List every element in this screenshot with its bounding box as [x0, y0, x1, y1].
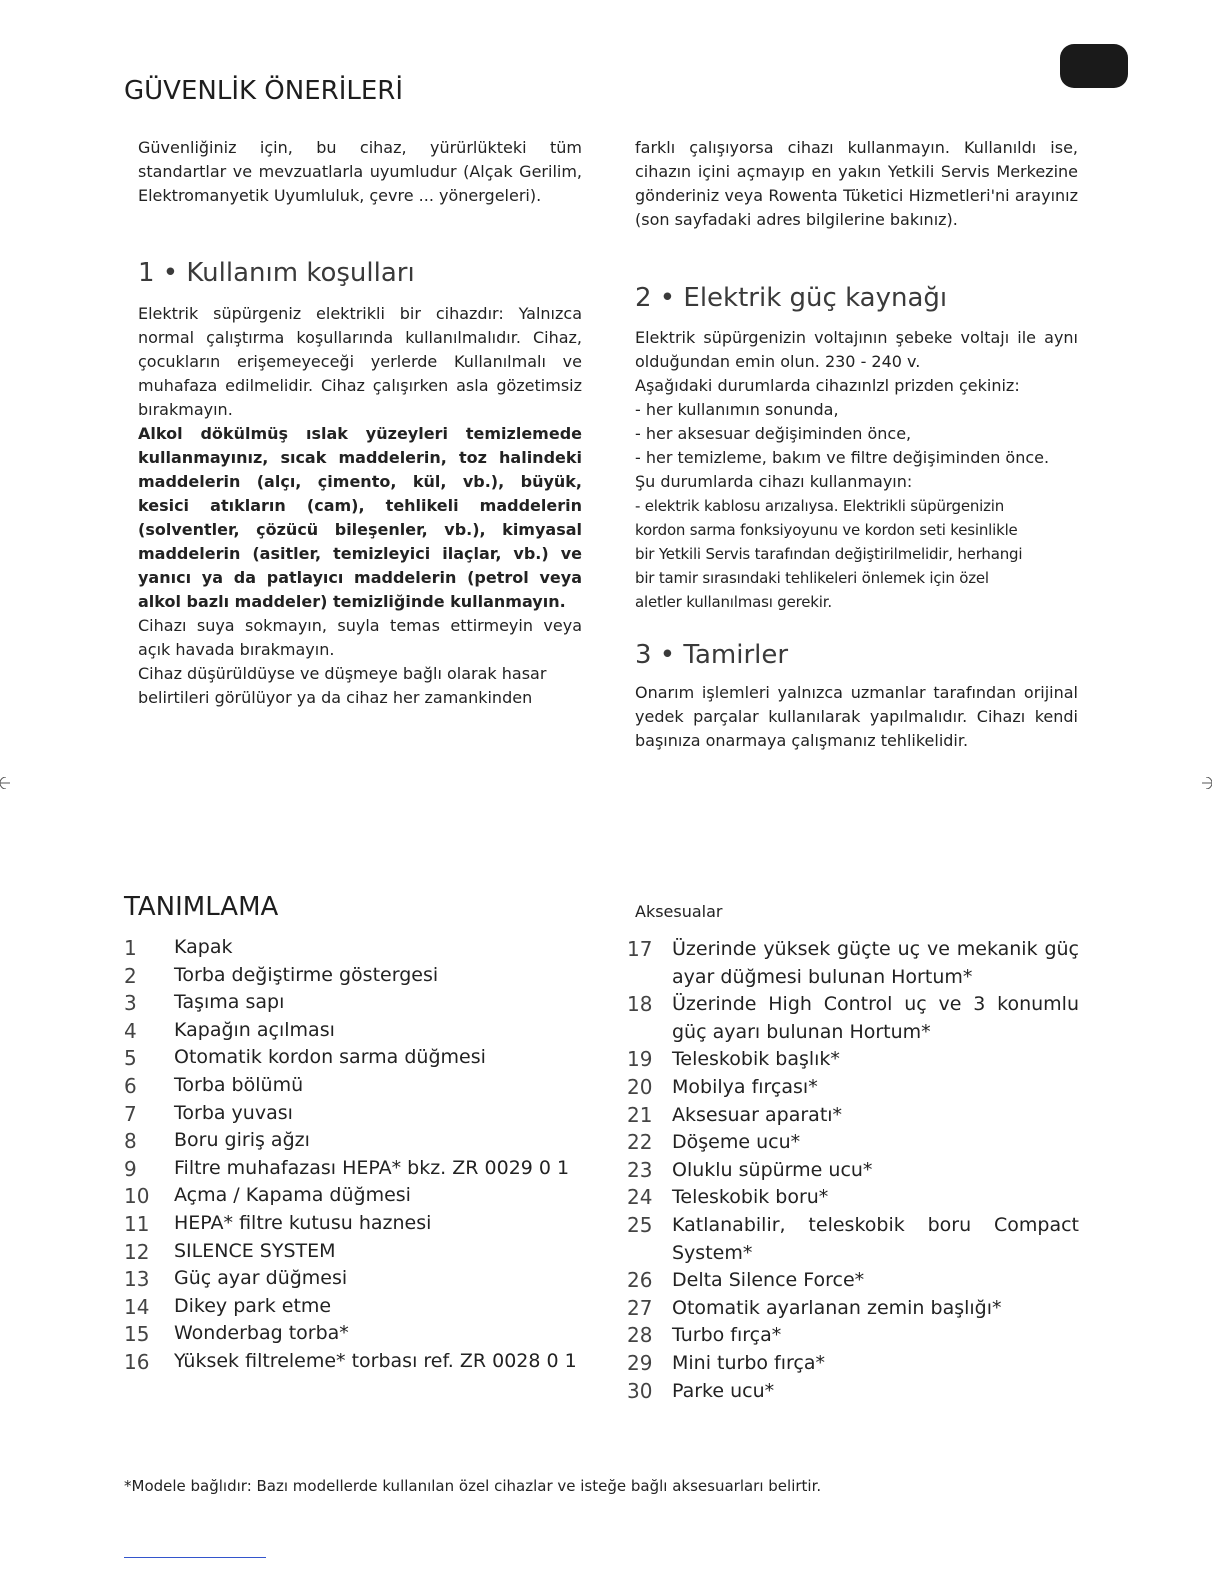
- item-number: 22: [627, 1130, 653, 1155]
- list-item: [124, 1046, 584, 1074]
- footer-rule: [124, 1557, 266, 1558]
- list-item: [124, 991, 584, 1019]
- item-number: 21: [627, 1102, 653, 1127]
- section-1-warning: Alkol dökülmüş ıslak yüzeyleri temizlemede kullanmayınız, sıcak maddelerin, toz halindeki maddelerin (alçı, çimento, kül, vb.), büyük, kesici atıkların (cam), tehlikeli maddelerin (solventler, çözücü bileşenler, vb.), kimyasal maddelerin (asitler, temizleyici ilaçlar, vb.) ve yanıcı ya da patlayıcı maddelerin (petrol veya alkol bazlı maddeler) temizliğinde kullanmayın.: [138, 424, 582, 611]
- item-text: Yüksek filtreleme* torbası ref. ZR 0028 0 1: [174, 1349, 577, 1372]
- item-number: 13: [124, 1267, 150, 1292]
- section-2-line: aletler kullanılması gerekir.: [635, 593, 832, 611]
- item-number: 2: [124, 963, 137, 988]
- section-2-line: - elektrik kablosu arızalıysa. Elektrikli süpürgenizin: [635, 497, 1005, 515]
- item-number: 14: [124, 1294, 150, 1319]
- item-text: Kapağın açılması: [174, 1018, 335, 1041]
- item-text: Kapak: [174, 936, 233, 958]
- list-item: [627, 1102, 1079, 1130]
- list-item: [627, 1046, 1079, 1074]
- section-1-title: 1 • Kullanım koşulları: [138, 258, 415, 288]
- tanimlama-list: [124, 936, 584, 1378]
- item-text: Üzerinde High Control uç ve 3 konumlu güç ayarı bulunan Hortum*: [672, 993, 1079, 1043]
- list-item: [627, 1322, 1079, 1350]
- section-1-paragraph-4: Cihaz düşürüldüyse ve düşmeye bağlı olarak hasar belirtileri görülüyor ya da cihaz her zamankinden: [138, 664, 547, 707]
- list-item: [627, 1295, 1079, 1323]
- list-item: [124, 1129, 584, 1157]
- list-item: [124, 1295, 584, 1323]
- list-item: [627, 1212, 1079, 1267]
- item-text: Filtre muhafazası HEPA* bkz. ZR 0029 0 1: [174, 1156, 570, 1179]
- section-2-line: - her aksesuar değişiminden önce,: [635, 424, 912, 443]
- page-title: GÜVENLİK ÖNERİLERİ: [124, 76, 404, 106]
- list-item: [627, 1267, 1079, 1295]
- intro-paragraph: [138, 136, 582, 208]
- item-text: Mobilya fırçası*: [672, 1075, 818, 1098]
- section-2-line: Aşağıdaki durumlarda cihazınlzl prizden çekiniz:: [635, 376, 1020, 395]
- item-number: 12: [124, 1239, 150, 1264]
- item-number: 8: [124, 1129, 137, 1154]
- list-item: [124, 1212, 584, 1240]
- list-item: [627, 1350, 1079, 1378]
- section-2-line: Şu durumlarda cihazı kullanmayın:: [635, 472, 913, 491]
- list-item: [124, 1322, 584, 1350]
- item-text: SILENCE SYSTEM: [174, 1239, 336, 1262]
- list-item: [627, 1184, 1079, 1212]
- item-text: Üzerinde yüksek güçte uç ve mekanik güç ayar düğmesi bulunan Hortum*: [672, 938, 1079, 988]
- list-item: [627, 1157, 1079, 1185]
- item-text: Otomatik kordon sarma düğmesi: [174, 1046, 486, 1069]
- item-text: Mini turbo fırça*: [672, 1351, 826, 1374]
- item-text: Taşıma sapı: [174, 991, 285, 1014]
- item-text: Delta Silence Force*: [672, 1269, 865, 1292]
- list-item: [627, 991, 1079, 1046]
- section-2-body: [635, 326, 1078, 374]
- section-3-title: 3 • Tamirler: [635, 640, 789, 670]
- right-top-text: farklı çalışıyorsa cihazı kullanmayın. Kullanıldı ise, cihazın içini açmayıp en yakın Yetkili Servis Merkezine gönderiniz veya Rowenta Tüketici Hizmetleri'ni arayınız (son sayfadaki adres bilgilerine bakınız).: [635, 138, 1078, 229]
- item-text: Güç ayar düğmesi: [174, 1267, 348, 1290]
- list-item: [124, 1240, 584, 1268]
- registration-mark-right: [1200, 777, 1212, 789]
- section-3-body: [635, 681, 1078, 753]
- section-1-body: [138, 302, 582, 710]
- item-number: 1: [124, 936, 137, 960]
- item-number: 24: [627, 1185, 653, 1210]
- section-2-line: bir tamir sırasındaki tehlikeleri önlemek için özel: [635, 569, 989, 587]
- item-text: Wonderbag torba*: [174, 1322, 349, 1345]
- item-text: Dikey park etme: [174, 1294, 332, 1317]
- section-2-line: - her kullanımın sonunda,: [635, 400, 839, 419]
- intro-text: Güvenliğiniz için, bu cihaz, yürürlükteki tüm standartlar ve mevzuatlarla uyumludur (Alçak Gerilim, Elektromanyetik Uyumluluk, çevre ... yönergeleri).: [138, 138, 582, 205]
- footnote: *Modele bağlıdır: Bazı modellerde kullanılan özel cihazlar ve isteğe bağlı aksesuarları belirtir.: [124, 1477, 822, 1495]
- section-2-paragraph-1: Elektrik süpürgenizin voltajının şebeke voltajı ile aynı olduğundan emin olun. 230 - 240 v.: [635, 328, 1078, 371]
- item-number: 9: [124, 1156, 137, 1181]
- item-text: Döşeme ucu*: [672, 1131, 801, 1154]
- section-1-paragraph-3: Cihazı suya sokmayın, suyla temas ettirmeyin veya açık havada bırakmayın.: [138, 616, 582, 659]
- item-text: Oluklu süpürme ucu*: [672, 1158, 873, 1181]
- item-text: Otomatik ayarlanan zemin başlığı*: [672, 1296, 1002, 1319]
- item-text: Boru giriş ağzı: [174, 1129, 310, 1152]
- item-text: Katlanabilir, teleskobik boru Compact System*: [672, 1213, 1079, 1264]
- list-item: [124, 1019, 584, 1047]
- section-3-paragraph-1: Onarım işlemleri yalnızca uzmanlar tarafından orijinal yedek parçalar kullanılarak yapılmalıdır. Cihazı kendi başınıza onarmaya çalışmanız tehlikelidir.: [635, 683, 1078, 750]
- item-number: 6: [124, 1073, 137, 1098]
- item-text: Turbo fırça*: [672, 1324, 782, 1347]
- page-tab-marker: [1060, 44, 1128, 88]
- item-number: 27: [627, 1295, 653, 1320]
- section-1-paragraph-1: Elektrik süpürgeniz elektrikli bir cihazdır: Yalnızca normal çalıştırma koşullarında kullanılmalıdır. Cihaz, çocukların erişemeyeceği yerlerde Kullanılmalı ve muhafaza edilmelidir. Cihaz çalışırken asla gözetimsiz bırakmayın.: [138, 304, 582, 419]
- item-text: Teleskobik boru*: [672, 1186, 829, 1209]
- list-item: [627, 936, 1079, 991]
- item-number: 5: [124, 1046, 137, 1071]
- section-2-line: kordon sarma fonksiyoyunu ve kordon seti kesinlikle: [635, 521, 1018, 539]
- item-text: Aksesuar aparatı*: [672, 1103, 843, 1126]
- item-number: 18: [627, 992, 653, 1017]
- item-number: 29: [627, 1350, 653, 1375]
- item-text: Torba yuvası: [174, 1101, 293, 1124]
- section-2-line: bir Yetkili Servis tarafından değiştirilmelidir, herhangi: [635, 545, 1023, 563]
- section-2-lines: [635, 374, 1078, 614]
- item-number: 20: [627, 1074, 653, 1099]
- item-number: 19: [627, 1047, 653, 1072]
- list-item: [124, 964, 584, 992]
- aksesuar-list: [627, 936, 1079, 1405]
- list-item: [124, 1350, 584, 1378]
- item-text: Açma / Kapama düğmesi: [174, 1184, 411, 1207]
- list-item: [627, 1074, 1079, 1102]
- item-text: Torba değiştirme göstergesi: [174, 963, 439, 986]
- list-item: [124, 1267, 584, 1295]
- item-number: 28: [627, 1323, 653, 1348]
- item-number: 30: [627, 1378, 653, 1403]
- item-text: HEPA* filtre kutusu haznesi: [174, 1211, 432, 1234]
- item-text: Teleskobik başlık*: [672, 1048, 840, 1071]
- section-2-title: 2 • Elektrik güç kaynağı: [635, 283, 948, 313]
- aksesuar-title: Aksesualar: [635, 902, 723, 921]
- list-item: [627, 1378, 1079, 1406]
- list-item: [124, 936, 584, 964]
- item-number: 3: [124, 991, 137, 1016]
- right-top-paragraph: [635, 136, 1078, 232]
- item-number: 7: [124, 1101, 137, 1126]
- list-item: [124, 1074, 584, 1102]
- item-number: 25: [627, 1212, 653, 1237]
- section-2-line: - her temizleme, bakım ve filtre değişiminden önce.: [635, 448, 1050, 467]
- item-text: Torba bölümü: [174, 1073, 304, 1096]
- item-text: Parke ucu*: [672, 1379, 775, 1402]
- item-number: 26: [627, 1268, 653, 1293]
- item-number: 10: [124, 1184, 150, 1209]
- tanimlama-title: TANIMLAMA: [124, 892, 279, 922]
- item-number: 15: [124, 1322, 150, 1347]
- item-number: 11: [124, 1211, 150, 1236]
- registration-mark-left: [0, 777, 12, 789]
- item-number: 16: [124, 1349, 150, 1374]
- item-number: 17: [627, 937, 653, 961]
- list-item: [124, 1102, 584, 1130]
- item-number: 4: [124, 1018, 137, 1043]
- list-item: [627, 1129, 1079, 1157]
- item-number: 23: [627, 1157, 653, 1182]
- list-item: [124, 1157, 584, 1185]
- list-item: [124, 1184, 584, 1212]
